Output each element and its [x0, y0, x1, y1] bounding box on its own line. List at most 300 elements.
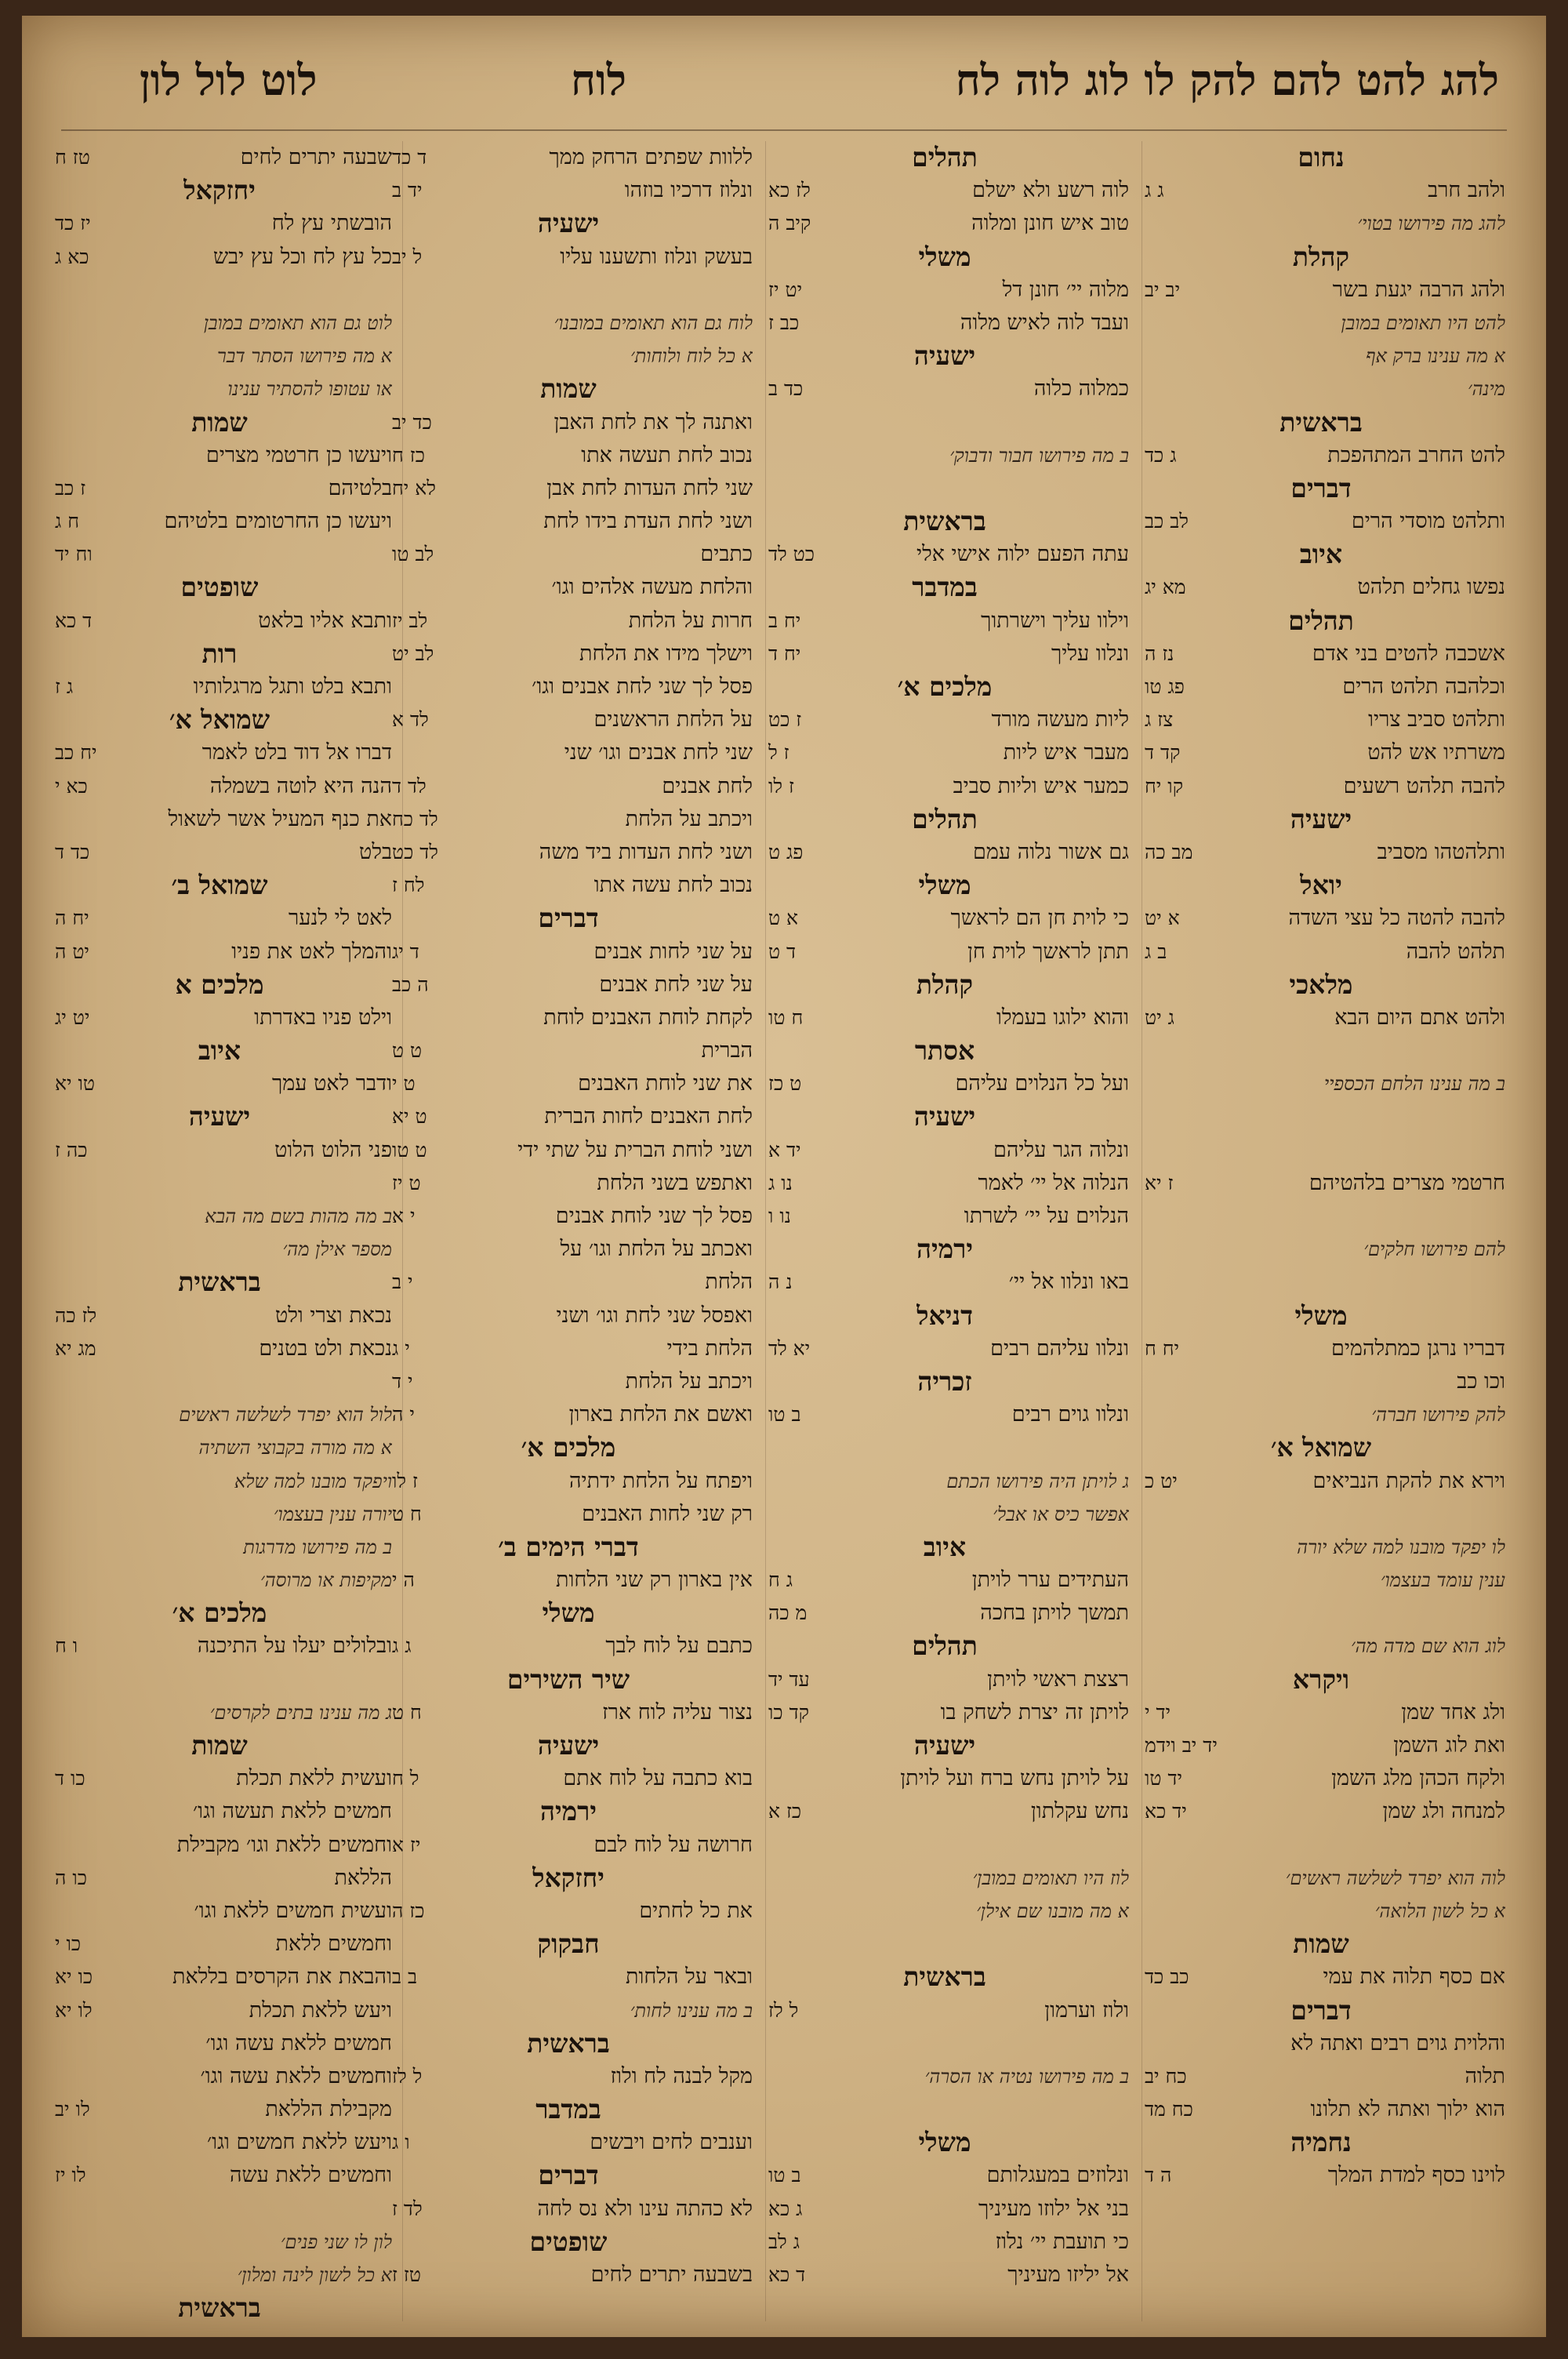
book-heading	[384, 1531, 753, 1564]
entry-explanation	[1137, 373, 1505, 405]
verse-reference: יט יז	[768, 278, 803, 301]
verse-reference: טז ח	[55, 146, 90, 169]
line-text: ובלולים יעלו על התיכנה	[197, 1634, 392, 1659]
line-text: תהלים	[1288, 605, 1354, 636]
line-text: יחזקאל	[532, 1862, 604, 1893]
line-text: ולקח הכהן מלג השמן	[1331, 1766, 1505, 1791]
concordance-line	[1137, 1762, 1505, 1795]
verse-reference: נו ג	[768, 1171, 793, 1194]
concordance-line	[47, 936, 392, 969]
verse-reference: א יט	[1145, 907, 1180, 930]
column-divider	[402, 141, 403, 2321]
book-heading	[47, 1729, 392, 1762]
line-text: ואפסל שני לחת וגו׳ ושני	[556, 1303, 753, 1328]
line-text: ודבר לאט עמך	[271, 1071, 392, 1096]
line-text	[760, 472, 1129, 505]
line-text: חבקוק	[537, 1928, 600, 1960]
verse-reference: ג לב	[768, 2230, 800, 2253]
entry-explanation	[47, 1431, 392, 1464]
concordance-line	[384, 671, 753, 703]
concordance-line	[1137, 1332, 1505, 1365]
entry-explanation	[760, 1895, 1129, 1928]
line-text: ב מה ענינו הלחם הכספיי	[1323, 1073, 1505, 1096]
line-text: לחת אבנים	[662, 773, 753, 798]
concordance-line	[47, 1299, 392, 1332]
line-text: א כל לשון לינה ומלון׳	[237, 2264, 392, 2286]
book-heading	[384, 373, 753, 405]
concordance-line	[47, 241, 392, 274]
verse-reference: לא יח	[392, 476, 436, 500]
line-text: ועשית חמשים ללאת וגו׳	[194, 1898, 392, 1923]
verse-reference: ל לז	[768, 1998, 799, 2022]
line-text: מלכים א	[175, 969, 264, 1000]
concordance-line	[384, 605, 753, 638]
concordance-line	[760, 1398, 1129, 1431]
book-heading	[760, 141, 1129, 174]
line-text: לוה הוא יפרד לשלשה ראשים׳	[1285, 1866, 1505, 1889]
line-text: ירמיה	[539, 1796, 597, 1827]
line-text: כל עץ לח וכל עץ יבש	[213, 244, 392, 269]
line-text: על שני לחות אבנים	[593, 939, 753, 964]
line-text	[1137, 1134, 1505, 1167]
book-heading	[760, 1299, 1129, 1332]
concordance-line	[47, 2027, 392, 2060]
concordance-line	[384, 1398, 753, 1431]
line-text: יואל	[1300, 870, 1342, 901]
concordance-line	[384, 1465, 753, 1498]
line-text: דברים	[538, 903, 599, 934]
line-text: איוב	[198, 1035, 241, 1067]
line-text	[760, 1829, 1129, 1862]
line-text: ענין עומד בעצמו׳	[1380, 1569, 1505, 1592]
concordance-line	[384, 1233, 753, 1266]
line-text: דברים	[1290, 472, 1352, 503]
concordance-line	[1137, 2159, 1505, 2192]
concordance-line	[384, 936, 753, 969]
verse-reference: ד ט	[768, 940, 797, 963]
line-text: שמות	[540, 373, 597, 405]
entry-explanation	[47, 2226, 392, 2259]
book-heading	[384, 2027, 753, 2060]
line-text: נפשו גחלים תלהט	[1357, 575, 1505, 600]
verse-reference: לז כא	[768, 179, 811, 202]
entry-explanation	[760, 1498, 1129, 1531]
entry-explanation	[760, 2060, 1129, 2093]
verse-reference: ז כט	[768, 708, 802, 732]
column-1	[1137, 141, 1505, 2321]
verse-reference: י א	[392, 1205, 416, 1227]
book-heading	[760, 505, 1129, 538]
verse-reference: ז לו	[768, 774, 795, 798]
line-text: וילט פניו באדרתו	[254, 1005, 392, 1030]
concordance-line	[1137, 936, 1505, 969]
line-text: לוח גם הוא תאומים במובנו׳	[554, 311, 753, 334]
concordance-line	[384, 439, 753, 472]
concordance-line	[760, 472, 1129, 505]
verse-reference: וח יד	[55, 543, 93, 566]
line-text	[760, 1928, 1129, 1961]
line-text: בעשק ונלוז ותשענו עליו	[560, 244, 753, 269]
concordance-line	[47, 1332, 392, 1365]
entry-explanation	[47, 1233, 392, 1266]
line-text: מלאכי	[1289, 969, 1353, 1000]
concordance-line	[384, 406, 753, 439]
line-text: ותבא אליו בלאט	[258, 608, 392, 633]
concordance-line	[760, 1597, 1129, 1630]
verse-reference: יד כא	[1145, 1800, 1187, 1823]
line-text: מלכים א׳	[521, 1432, 616, 1463]
concordance-line	[760, 605, 1129, 638]
line-text: בראשית	[903, 506, 986, 537]
line-text: רצצת ראשי לויתן	[987, 1667, 1129, 1692]
line-text: דבריו נרגן כמתלהמים	[1330, 1336, 1505, 1361]
concordance-line	[47, 2193, 392, 2226]
line-text: ועל כל הנלוים עליהם	[955, 1071, 1129, 1096]
line-text: ב מה מהות בשם מה הבא	[205, 1205, 392, 1227]
verse-reference: יד י	[1145, 1700, 1171, 1724]
concordance-line	[47, 803, 392, 836]
line-text: נכוב לחת תעשה אתו	[581, 442, 753, 467]
verse-reference: ט י	[392, 1072, 416, 1096]
book-heading	[760, 1729, 1129, 1762]
book-heading	[1137, 869, 1505, 902]
concordance-line	[760, 538, 1129, 571]
verse-reference: כח יב	[1145, 2064, 1187, 2088]
line-text: וחמשים ללאת וגו׳ מקבילת	[176, 1832, 392, 1857]
concordance-line	[384, 241, 753, 274]
book-heading	[384, 1663, 753, 1696]
verse-reference: כח מד	[1145, 2098, 1193, 2121]
line-text: כי תועבת יי׳ נלוז	[995, 2229, 1129, 2254]
line-text: דברו אל דוד בלט לאמר	[201, 740, 392, 765]
concordance-line	[47, 605, 392, 638]
verse-reference: ט ט	[392, 1039, 423, 1063]
verse-reference: מ כה	[768, 1601, 808, 1625]
concordance-line	[384, 1762, 753, 1795]
line-text: בלטיהם	[328, 475, 392, 500]
verse-reference: ו ח	[55, 1634, 78, 1658]
line-text: זכריה	[917, 1365, 972, 1397]
verse-reference: ה י	[392, 1568, 415, 1592]
verse-reference: י ה	[392, 1403, 415, 1427]
entry-explanation	[1137, 1398, 1505, 1431]
verse-reference: ז יא	[1145, 1171, 1174, 1194]
line-text: כי לוית חן הם לראשך	[950, 906, 1129, 931]
line-text	[1137, 1100, 1505, 1133]
line-text: כמלוה כלוה	[1033, 376, 1129, 402]
book-heading	[384, 1928, 753, 1961]
concordance-line	[47, 207, 392, 240]
concordance-line	[1137, 2027, 1505, 2060]
entry-explanation	[1137, 1531, 1505, 1564]
verse-reference: כו ד	[55, 1767, 85, 1790]
book-heading	[760, 2126, 1129, 2159]
concordance-line	[1137, 1498, 1505, 1531]
book-heading	[760, 1034, 1129, 1067]
line-text: ושני לחת העדת בידו לחת	[543, 509, 753, 534]
line-text: שמות	[191, 406, 248, 438]
book-heading	[47, 571, 392, 604]
concordance-line	[760, 1994, 1129, 2027]
book-heading	[47, 406, 392, 439]
verse-reference: יא לד	[768, 1336, 811, 1360]
line-text: למנחה ולג שמן	[1382, 1799, 1505, 1824]
book-heading	[1137, 1663, 1505, 1696]
line-text: וחמשים ללאת	[275, 1932, 392, 1957]
entry-explanation	[47, 1531, 392, 1564]
concordance-line	[384, 2193, 753, 2226]
book-heading	[47, 1266, 392, 1299]
line-text: שני לחת אבנים וגו׳ שני	[564, 740, 753, 765]
book-heading	[1137, 1994, 1505, 2027]
line-text: תלוה	[1465, 2063, 1505, 2088]
concordance-line	[47, 1762, 392, 1795]
book-heading	[384, 2159, 753, 2192]
concordance-line	[384, 1961, 753, 1994]
book-heading	[47, 703, 392, 736]
line-text: ב מה ענינו לחות׳	[630, 1999, 753, 2022]
verse-reference: ג יט	[1145, 1005, 1174, 1029]
line-text: ירמיה	[916, 1234, 974, 1265]
entry-explanation	[47, 340, 392, 373]
concordance-line	[760, 1001, 1129, 1034]
line-text: ואתנה לך את לחת האבן	[554, 409, 753, 434]
entry-explanation	[384, 307, 753, 340]
concordance-line	[760, 2226, 1129, 2259]
concordance-line	[1137, 2060, 1505, 2093]
verse-reference: כז ח	[392, 443, 425, 467]
line-text: משלי	[918, 870, 971, 901]
line-text: מקיפות או מרוסה׳	[260, 1569, 392, 1592]
line-text: הלחת בידי	[666, 1336, 753, 1361]
concordance-line	[384, 174, 753, 207]
line-text: וילוו עליך וישרתוך	[981, 608, 1129, 633]
header-left-entries: לוט לול לון	[140, 55, 318, 105]
entry-explanation	[47, 2259, 392, 2292]
line-text: ונלוו עליך	[1051, 641, 1129, 666]
line-text: חרות על הלחת	[628, 608, 753, 633]
line-text: חמשים ללאת עשה וגו׳	[205, 2030, 392, 2055]
book-heading	[47, 1034, 392, 1067]
concordance-line	[47, 902, 392, 935]
entry-explanation	[1137, 1630, 1505, 1663]
line-text: דברי הימים ב׳	[498, 1531, 639, 1562]
line-text: וכו כב	[1457, 1369, 1505, 1394]
concordance-line	[384, 638, 753, 671]
line-text	[93, 538, 392, 571]
concordance-line	[47, 505, 392, 538]
verse-reference: ל יב	[392, 245, 423, 268]
line-text: וירא את להקת הנביאים	[1312, 1468, 1505, 1493]
line-text	[760, 1431, 1129, 1464]
line-text: שופטים	[529, 2226, 608, 2257]
line-text: ישעיה	[913, 1101, 976, 1132]
line-text: חרטמי מצרים בלהטיהם	[1308, 1170, 1505, 1195]
concordance-line	[760, 703, 1129, 736]
book-heading	[760, 1365, 1129, 1398]
concordance-line	[384, 770, 753, 803]
book-heading	[760, 671, 1129, 703]
verse-reference: קיב ה	[768, 212, 811, 235]
line-text: ועשית ללאת תכלת	[236, 1766, 392, 1791]
verse-reference: ב ג	[1145, 940, 1167, 963]
line-text: ונלוו גוים רבים	[1011, 1402, 1129, 1427]
line-text: ויפקד מובנו למה שלא	[234, 1470, 392, 1492]
concordance-line	[1137, 770, 1505, 803]
book-heading	[384, 1729, 753, 1762]
line-text: ולוז וערמון	[1044, 1997, 1129, 2023]
verse-reference: ה ד	[1145, 2164, 1172, 2187]
line-text: א מה ענינו ברק אף	[1366, 345, 1505, 368]
line-text: ולהט אתם היום הבא	[1334, 1005, 1505, 1030]
verse-reference: ח טו	[768, 1005, 804, 1029]
line-text: לקחת לוחת האבנים לוחת	[543, 1005, 753, 1030]
verse-reference: קו יח	[1145, 774, 1184, 798]
line-text: ג מה ענינו בתים לקרסים׳	[209, 1701, 392, 1724]
verse-reference: צז ג	[1145, 708, 1174, 732]
verse-reference: לד א	[392, 708, 429, 732]
line-text: כתבם על לוח לבך	[605, 1634, 753, 1659]
line-text: לול הוא יפרד לשלשה ראשים	[179, 1404, 392, 1427]
line-text: א מה מורה בקבוצי השתיה	[198, 1437, 392, 1459]
concordance-line	[760, 1829, 1129, 1862]
verse-reference: ח ט	[392, 1502, 422, 1525]
line-text: שיר השירים	[506, 1663, 630, 1695]
line-text: והוא ילוגו בעמלו	[996, 1005, 1129, 1030]
line-text: והלוית גוים רבים ואתה לא	[1290, 2030, 1505, 2055]
book-heading	[47, 1100, 392, 1133]
concordance-line	[760, 174, 1129, 207]
concordance-line	[760, 1200, 1129, 1233]
line-text: שופטים	[180, 572, 259, 603]
line-text: על הלחת הראשנים	[593, 707, 753, 732]
concordance-line	[1137, 1465, 1505, 1498]
line-text: ועבד לוה לאיש מלוה	[960, 310, 1129, 335]
line-text	[47, 2193, 392, 2226]
verse-reference: ח ט	[392, 1700, 422, 1724]
line-text: פסל לך שני לחת אבנים וגו׳	[532, 674, 753, 699]
concordance-line	[47, 1895, 392, 1928]
line-text: לו יפקד מובנו למה שלא יורה	[1297, 1536, 1505, 1558]
line-text: לוז היו תאומים במובן׳	[972, 1866, 1129, 1889]
verse-reference: ט יא	[392, 1105, 427, 1129]
line-text: משלי	[918, 241, 971, 272]
concordance-line	[1137, 439, 1505, 472]
entry-explanation	[1137, 1862, 1505, 1895]
book-heading	[1137, 1431, 1505, 1464]
line-text: בני אל ילוזו מעיניך	[978, 2196, 1129, 2221]
line-text: גם אשור נלוה עמם	[973, 839, 1129, 864]
concordance-line	[1137, 505, 1505, 538]
line-text: את כל לחתים	[639, 1898, 753, 1923]
concordance-line	[760, 1332, 1129, 1365]
line-text: במדבר	[912, 572, 978, 603]
entry-explanation	[1137, 1564, 1505, 1597]
line-text: מקל לבנה לח ולוז	[610, 2063, 753, 2088]
line-text: משלי	[1294, 1299, 1348, 1331]
line-text: א כל לשון הלואה׳	[1374, 1899, 1505, 1922]
line-text: שמואל ב׳	[171, 870, 268, 901]
concordance-line	[47, 2126, 392, 2159]
concordance-line	[47, 274, 392, 307]
line-text: להג מה פירושו בטוי׳	[1357, 213, 1505, 235]
verse-reference: כו יא	[55, 1965, 93, 1989]
line-text: וכלהבה תלהט הרים	[1342, 674, 1505, 699]
concordance-line	[760, 902, 1129, 935]
verse-reference: לד כט	[392, 840, 438, 863]
concordance-line	[1137, 1200, 1505, 1233]
book-heading	[384, 207, 753, 240]
concordance-line	[760, 274, 1129, 307]
line-text: תמשך לויתן בחכה	[980, 1601, 1129, 1626]
line-text: להם פירושו חלקים׳	[1363, 1238, 1505, 1261]
line-text: וענבים לחים ויבשים	[590, 2130, 753, 2155]
line-text: עתה הפעם ילוה אישי אלי	[916, 542, 1129, 567]
line-text: ללוות שפתים הרחק ממך	[549, 145, 753, 169]
line-text: לוג הוא שם מדה מה׳	[1351, 1635, 1505, 1658]
book-heading	[1137, 141, 1505, 174]
concordance-line	[384, 1299, 753, 1332]
concordance-line	[384, 1696, 753, 1729]
concordance-line	[760, 936, 1129, 969]
entry-explanation	[1137, 1233, 1505, 1266]
line-text: ישעיה	[537, 1730, 600, 1761]
line-text: ויפתח על הלחת ידתיה	[569, 1468, 753, 1493]
entry-explanation	[384, 1994, 753, 2027]
line-text: לוט גם הוא תאומים במובן	[203, 311, 392, 334]
concordance-line	[384, 1266, 753, 1299]
concordance-line	[384, 1001, 753, 1034]
concordance-line	[760, 1134, 1129, 1167]
verse-reference: יט כ	[1145, 1469, 1178, 1492]
verse-reference: לו יז	[55, 2164, 86, 2187]
verse-reference: יד יב וידמ	[1145, 1734, 1218, 1757]
book-heading	[47, 1597, 392, 1630]
line-text	[1137, 1266, 1505, 1299]
line-text: תתן לראשך לוית חן	[967, 939, 1129, 964]
book-heading	[47, 174, 392, 207]
concordance-line	[384, 472, 753, 505]
line-text: לחת האבנים לחות הברית	[544, 1104, 753, 1129]
concordance-line	[384, 1134, 753, 1167]
concordance-line	[47, 1829, 392, 1862]
concordance-line	[384, 1200, 753, 1233]
concordance-line	[47, 141, 392, 174]
line-text: ותלהטהו מסביב	[1377, 839, 1505, 864]
concordance-line	[384, 571, 753, 604]
line-text: בראשית	[178, 1267, 261, 1298]
concordance-line	[384, 836, 753, 869]
line-text	[47, 1365, 392, 1398]
entry-explanation	[1137, 207, 1505, 240]
concordance-line	[1137, 1961, 1505, 1994]
line-text: וישלך מידו את הלחת	[579, 641, 753, 666]
concordance-line	[760, 736, 1129, 769]
verse-reference: ג כד	[1145, 443, 1177, 467]
entry-explanation	[1137, 340, 1505, 373]
concordance-line	[47, 538, 392, 571]
line-text: דברים	[538, 2160, 599, 2191]
concordance-line	[1137, 2093, 1505, 2126]
verse-reference: כב כד	[1145, 1965, 1189, 1989]
concordance-line	[47, 2060, 392, 2093]
book-heading	[760, 1961, 1129, 1994]
line-text: בראשית	[903, 1961, 986, 1993]
line-text: בלט	[359, 839, 392, 864]
book-heading	[760, 1630, 1129, 1663]
verse-reference: ז ל	[768, 741, 789, 765]
line-text: שבעה יתרים לחים	[240, 145, 392, 169]
